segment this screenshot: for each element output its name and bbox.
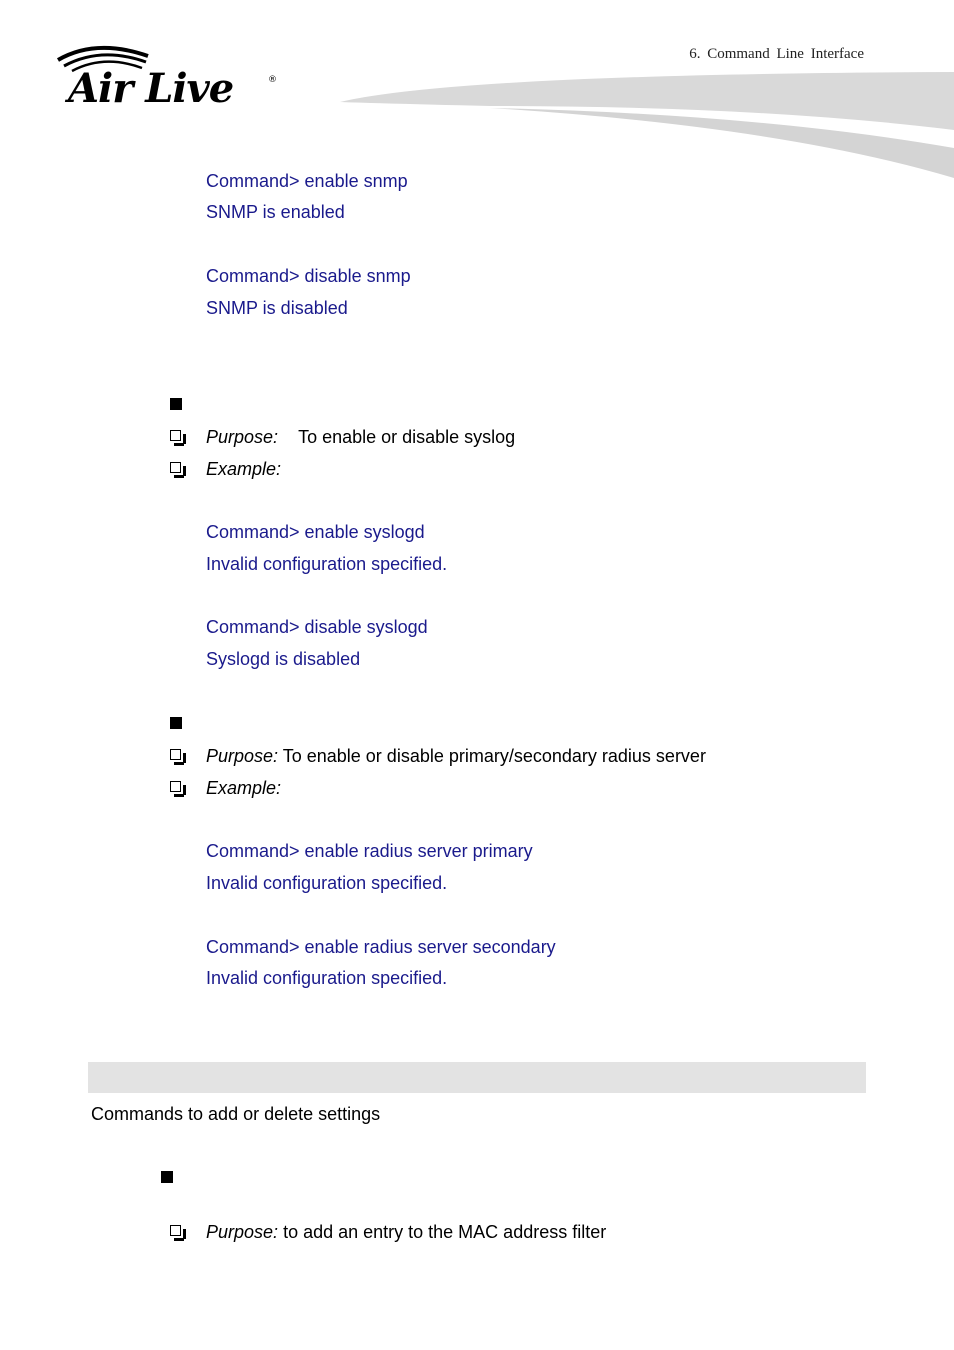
purpose-text: To enable or disable syslog	[298, 427, 516, 447]
purpose-text: to add an entry to the MAC address filter	[283, 1222, 607, 1242]
section-bullet-icon	[170, 398, 182, 410]
example-label: Example:	[206, 459, 282, 479]
checkbox-bullet-icon	[170, 781, 181, 792]
purpose-label: Purpose:	[206, 427, 279, 447]
section-intro: Commands to add or delete settings	[91, 1104, 381, 1124]
chapter-title: 6. Command Line Interface	[689, 46, 864, 62]
purpose-line	[206, 426, 515, 448]
command-output: Invalid configuration specified.	[206, 873, 448, 893]
command-output: SNMP is disabled	[206, 298, 348, 318]
section-heading-bar	[88, 1062, 866, 1093]
checkbox-bullet-icon	[170, 430, 181, 441]
checkbox-bullet-icon	[170, 462, 181, 473]
command-line: Command> enable snmp	[206, 171, 408, 191]
purpose-line	[206, 745, 706, 767]
example-label: Example:	[206, 778, 282, 798]
purpose-label: Purpose:	[206, 1222, 279, 1242]
checkbox-bullet-icon	[170, 749, 181, 760]
airlive-logo	[56, 40, 286, 112]
command-output: SNMP is enabled	[206, 202, 345, 222]
command-line: Command> disable snmp	[206, 266, 411, 286]
command-line: Command> enable syslogd	[206, 522, 425, 542]
section-bullet-icon	[170, 717, 182, 729]
command-line: Command> disable syslogd	[206, 617, 428, 637]
purpose-line	[206, 1221, 606, 1243]
example-line	[206, 777, 281, 799]
command-output: Syslogd is disabled	[206, 649, 361, 669]
example-line	[206, 458, 281, 480]
command-output: Invalid configuration specified.	[206, 554, 448, 574]
purpose-text: To enable or disable primary/secondary radius server	[282, 746, 706, 766]
command-output: Invalid configuration specified.	[206, 968, 448, 988]
section-bullet-icon	[161, 1171, 173, 1183]
svg-text:Air Live: Air Live	[68, 65, 234, 112]
header-decoration	[340, 66, 954, 186]
checkbox-bullet-icon	[170, 1225, 181, 1236]
svg-text:®: ®	[268, 75, 277, 85]
command-line: Command> enable radius server primary	[206, 841, 533, 861]
purpose-label: Purpose:	[206, 746, 279, 766]
command-line: Command> enable radius server secondary	[206, 937, 556, 957]
